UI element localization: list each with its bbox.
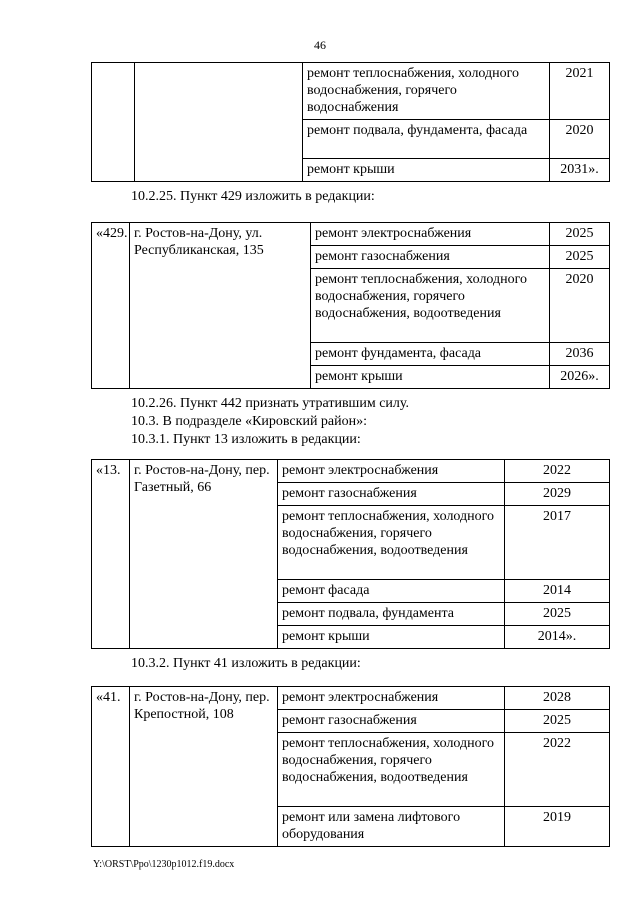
year-cell: 2020: [550, 120, 610, 159]
paragraph: 10.3. В подразделе «Кировский район»:: [131, 414, 368, 429]
file-path-footer: Y:\ORST\Ppo\1230p1012.f19.docx: [93, 859, 235, 870]
paragraph: 10.2.25. Пункт 429 изложить в редакции:: [131, 189, 375, 204]
work-cell: ремонт подвала, фундамента, фасада: [303, 120, 550, 159]
work-cell: ремонт крыши: [303, 159, 550, 182]
work-cell: ремонт подвала, фундамента: [278, 603, 505, 626]
year-cell: 2019: [505, 807, 610, 847]
year-cell: 2014».: [505, 626, 610, 649]
work-cell: ремонт теплоснабжения, холодного водоснабжения, горячего водоснабжения, водоотведения: [278, 506, 505, 580]
address-cell: г. Ростов-на-Дону, пер. Крепостной, 108: [130, 687, 278, 847]
work-cell: ремонт фундамента, фасада: [311, 343, 550, 366]
table-row: [92, 223, 610, 246]
paragraph: 10.3.2. Пункт 41 изложить в редакции:: [131, 656, 361, 671]
year-cell: 2028: [505, 687, 610, 710]
year-cell: 2031».: [550, 159, 610, 182]
num-cell: [92, 63, 135, 182]
table-row: [92, 687, 610, 710]
table-row: [92, 63, 610, 120]
address-cell: [135, 63, 303, 182]
work-cell: ремонт электроснабжения: [278, 687, 505, 710]
address-cell: г. Ростов-на-Дону, ул. Республиканская, 135: [130, 223, 311, 389]
work-cell: ремонт или замена лифтового оборудования: [278, 807, 505, 847]
item-number: «41.: [92, 687, 130, 847]
work-cell: ремонт теплоснабжения, холодного водоснабжения, горячего водоснабжения, водоотведения: [278, 733, 505, 807]
year-cell: 2025: [550, 223, 610, 246]
work-cell: ремонт газоснабжения: [278, 710, 505, 733]
table-item-41: [91, 686, 610, 847]
address-cell: г. Ростов-на-Дону, пер. Газетный, 66: [130, 460, 278, 649]
year-cell: 2025: [505, 603, 610, 626]
year-cell: 2025: [505, 710, 610, 733]
table-continuation: [91, 62, 610, 182]
year-cell: 2025: [550, 246, 610, 269]
table-item-429: [91, 222, 610, 389]
year-cell: 2029: [505, 483, 610, 506]
paragraph: 10.2.26. Пункт 442 признать утратившим силу.: [131, 396, 409, 411]
year-cell: 2022: [505, 733, 610, 807]
year-cell: 2020: [550, 269, 610, 343]
paragraph: 10.3.1. Пункт 13 изложить в редакции:: [131, 432, 361, 447]
year-cell: 2036: [550, 343, 610, 366]
work-cell: ремонт крыши: [311, 366, 550, 389]
work-cell: ремонт теплоснабжения, холодного водоснабжения, горячего водоснабжения: [303, 63, 550, 120]
work-cell: ремонт газоснабжения: [311, 246, 550, 269]
work-cell: ремонт теплоснабжения, холодного водоснабжения, горячего водоснабжения, водоотведения: [311, 269, 550, 343]
page-number: 46: [314, 38, 326, 52]
work-cell: ремонт крыши: [278, 626, 505, 649]
year-cell: 2022: [505, 460, 610, 483]
table-row: [92, 460, 610, 483]
work-cell: ремонт фасада: [278, 580, 505, 603]
item-number: «429.: [92, 223, 130, 389]
table-item-13: [91, 459, 610, 649]
year-cell: 2026».: [550, 366, 610, 389]
work-cell: ремонт электроснабжения: [278, 460, 505, 483]
year-cell: 2014: [505, 580, 610, 603]
year-cell: 2021: [550, 63, 610, 120]
item-number: «13.: [92, 460, 130, 649]
year-cell: 2017: [505, 506, 610, 580]
work-cell: ремонт газоснабжения: [278, 483, 505, 506]
work-cell: ремонт электроснабжения: [311, 223, 550, 246]
